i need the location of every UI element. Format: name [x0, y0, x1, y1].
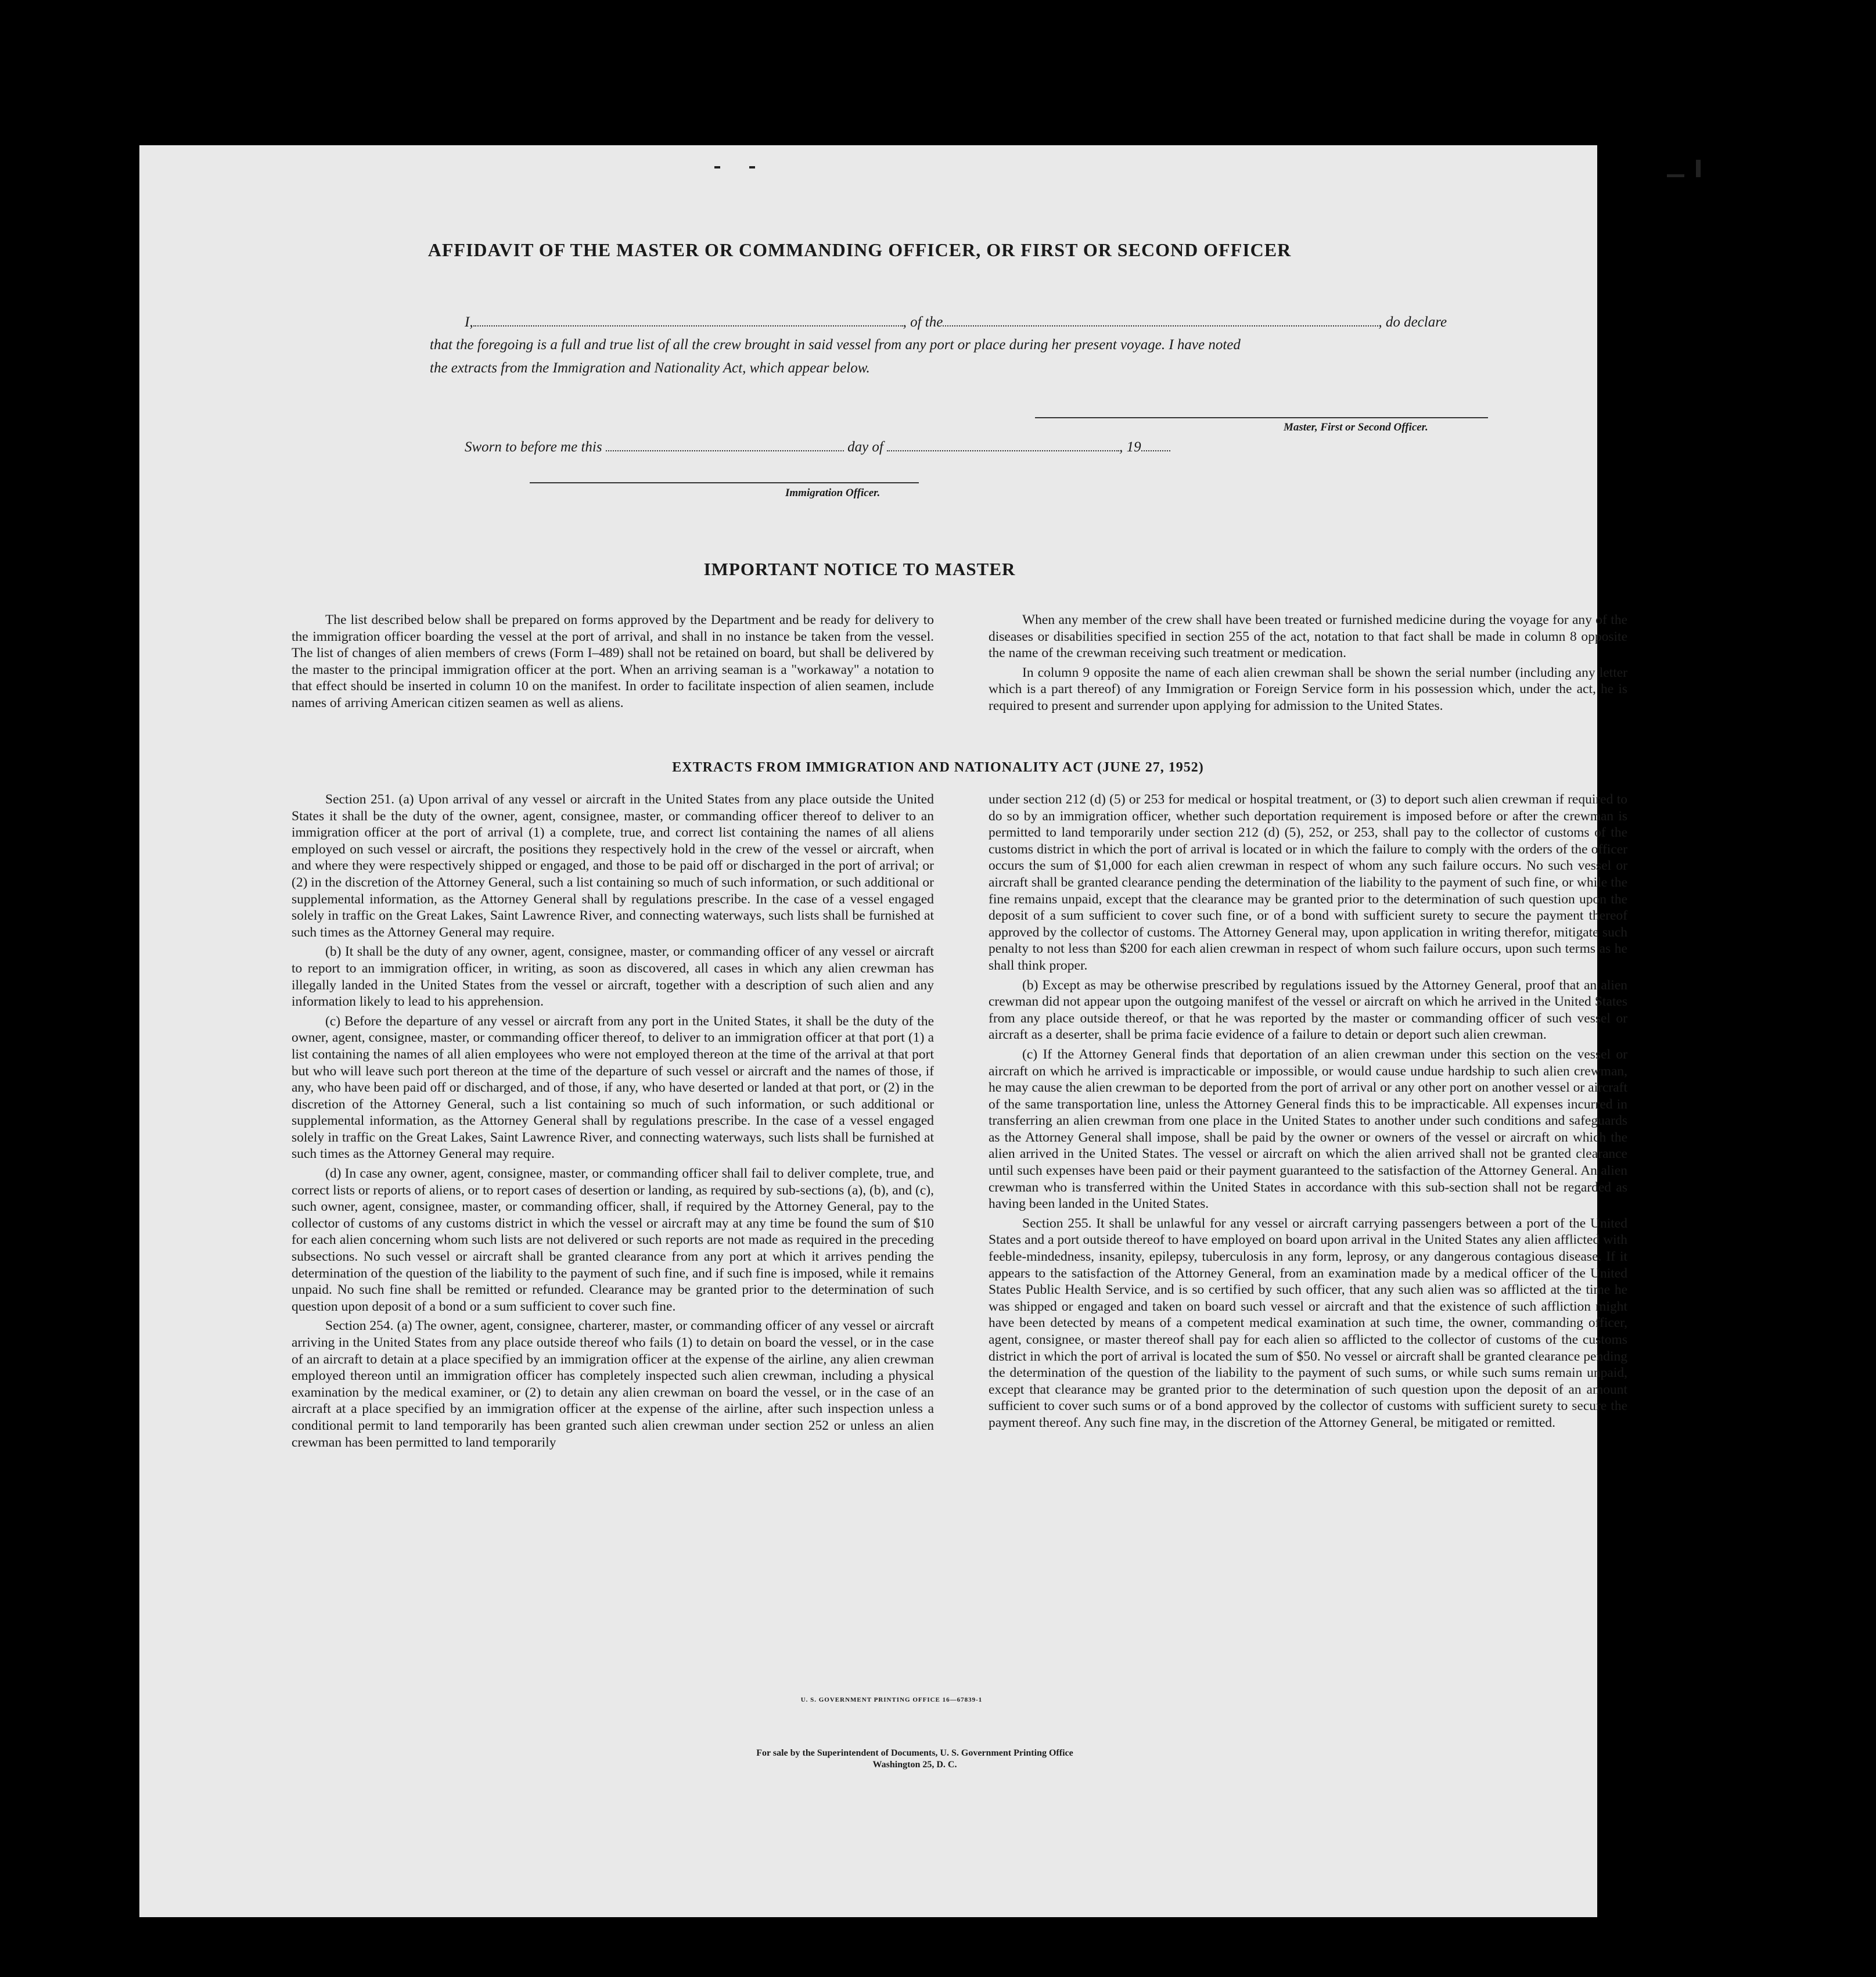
binder-hole [1723, 1627, 1752, 1656]
immigration-officer-signature-line[interactable] [530, 482, 919, 483]
sale-line-1: For sale by the Superintendent of Documents, U. S. Government Printing Office [756, 1748, 1073, 1758]
sworn-month-field[interactable] [887, 439, 1119, 451]
notice-right-column [989, 612, 1627, 717]
officer-signature-line[interactable] [1035, 417, 1488, 418]
immigration-officer-caption: Immigration Officer. [785, 487, 881, 499]
affidavit-statement-line-1: that the foregoing is a full and true list of all the crew brought in said vessel from any port or place during her present voyage. I have noted [430, 337, 1241, 353]
binder-hole [1723, 1717, 1752, 1746]
extract-paragraph: under section 212 (d) (5) or 253 for medical or hospital treatment, or (3) to deport such alien crewman if required to do so by an immigration officer, whether such deportation requirement is imposed before or after the crewman is permitted to land temporarily under section 212 (d) (5), 252, or 253, shall pay to the collector of customs of the customs district in which the port of arrival is located or in which the failure to comply with the orders of the officer occurs the sum of $1,000 for each alien crewman in respect of whom any such failure occurs. No such vessel or aircraft shall be granted clearance pending the determination of the liability to the payment of such fine, or while the fine remains unpaid, except that the clearance may be granted prior to the determination of such question upon the deposit of a sum sufficient to cover such fine, or of a bond with sufficient surety to secure the payment thereof approved by the collector of customs. The Attorney General may, upon application in writing therefor, mitigate such penalty to not less than $200 for each alien crewman in respect of whom such failure occurs, upon such terms as he shall think proper. [989, 792, 1627, 973]
notice-paragraph: The list described below shall be prepared on forms approved by the Department and be ready for delivery to the immigration officer boarding the vessel at the port of arrival, and shall in no instance be taken from the vessel. The list of changes of alien members of crews (Form I–489) shall not be retained on board, but shall be delivered by the master to the principal immigration officer at the port. When an arriving seaman is a "workaway" a notation to that effect should be inserted in column 10 on the manifest. In order to facilitate inspection of alien seamen, include names of arriving American citizen seamen as well as aliens. [292, 612, 934, 711]
notice-title: IMPORTANT NOTICE TO MASTER [703, 559, 1016, 579]
affidavit-declaration-line [465, 314, 1498, 331]
of-the-label: , of the [903, 314, 943, 330]
extract-paragraph: Section 251. (a) Upon arrival of any vessel or aircraft in the United States from any place outside the United States it shall be the duty of the owner, agent, consignee, master, or commanding officer thereof to deliver to an immigration officer at the port of arrival (1) a complete, true, and correct list containing the names of all aliens employed on such vessel or aircraft, the positions they respectively hold in the crew of the vessel or aircraft, when and where they were respectively shipped or engaged, and those to be paid off or discharged in the port of arrival; or (2) in the discretion of the Attorney General, such a list containing so much of such information, or such additional or supplemental information, as the Attorney General shall by regulations prescribe. In the case of a vessel engaged solely in traffic on the Great Lakes, Saint Lawrence River, and connecting waterways, such lists shall be furnished at such times as the Attorney General may require. [292, 792, 934, 940]
do-declare-label: , do declare [1378, 314, 1447, 330]
stray-mark [1667, 174, 1684, 177]
affidavit-title: AFFIDAVIT OF THE MASTER OR COMMANDING OFFICER, OR FIRST OR SECOND OFFICER [427, 239, 1292, 260]
sworn-line [465, 439, 1170, 455]
stray-mark [714, 166, 720, 168]
notice-paragraph: When any member of the crew shall have been treated or furnished medicine during the voyage for any of the diseases or disabilities specified in section 255 of the act, notation to that fact shall be made in column 8 opposite the name of the crewman receiving such treatment or medication. [989, 612, 1627, 661]
binder-hole [1723, 1269, 1752, 1298]
extract-paragraph: (b) Except as may be otherwise prescribed by regulations issued by the Attorney General, proof that an alien crewman did not appear upon the outgoing manifest of the vessel or aircraft on which he arrived in the United States from any place outside thereof, or that he was reported by the master or commanding officer of such vessel or aircraft as a deserter, shall be prima facie evidence of a failure to detain or deport such alien crewman. [989, 977, 1627, 1043]
extracts-title: EXTRACTS FROM IMMIGRATION AND NATIONALITY ACT (JUNE 27, 1952) [672, 760, 1204, 775]
notice-paragraph: In column 9 opposite the name of each alien crewman shall be shown the serial number (including any letter which is a part thereof) of any Immigration or Foreign Service form in his possession which, under the act, he is required to present and surrender upon applying for admission to the United States. [989, 665, 1627, 713]
extract-paragraph: (c) Before the departure of any vessel or aircraft from any port in the United States, it shall be the duty of the owner, agent, consignee, master, or commanding officer thereof, to deliver to an immigration officer at that port (1) a list containing the names of all alien employees who were not employed thereon at the time of the arrival at that port but who will leave such port thereon at the time of the departure of such vessel or aircraft and the names of those, if any, who have been paid off or discharged, and of those, if any, who have deserted or landed at that port, or (2) in the discretion of the Attorney General, such a list containing so much of such information, or such additional or supplemental information, as the Attorney General shall by regulations prescribe. In the case of a vessel engaged solely in traffic on the Great Lakes, Saint Lawrence River, and connecting waterways, such lists shall be furnished at such times as the Attorney General may require. [292, 1013, 934, 1162]
year-prefix: , 19 [1119, 439, 1141, 455]
printing-office-imprint: U. S. GOVERNMENT PRINTING OFFICE 16—67839-1 [800, 1696, 983, 1703]
sale-notice [0, 1748, 1830, 1771]
extracts-left-column [292, 791, 934, 1454]
sworn-year-field[interactable] [1141, 439, 1170, 451]
sworn-label: Sworn to before me this [465, 439, 602, 455]
i-label: I, [465, 314, 473, 330]
sworn-day-field[interactable] [606, 439, 844, 451]
binder-hole [1723, 400, 1752, 429]
binder-hole [1723, 311, 1752, 340]
stray-mark [1696, 160, 1701, 177]
extracts-right-column [989, 791, 1627, 1434]
binder-hole [1723, 669, 1752, 698]
extract-paragraph: (b) It shall be the duty of any owner, agent, consignee, master, or commanding officer of any vessel or aircraft to report to an immigration officer, in writing, as soon as discovered, all cases in which any alien crewman has illegally landed in the United States from the vessel or aircraft, together with a description of such alien and any information likely to lead to his apprehension. [292, 944, 934, 1010]
officer-caption: Master, First or Second Officer. [1284, 421, 1428, 433]
extract-paragraph: Section 255. It shall be unlawful for any vessel or aircraft carrying passengers between a port of the United States and a port outside thereof to have employed on board upon arrival in the United States any alien afflicted with feeble-mindedness, insanity, epilepsy, tuberculosis in any form, leprosy, or any dangerous contagious disease. If it appears to the satisfaction of the Attorney General, from an examination made by a medical officer of the United States Public Health Service, and is so certified by such officer, that any such alien was so afflicted at the time he was shipped or engaged and taken on board such vessel or aircraft and that the existence of such affliction might have been detected by means of a competent medical examination at such time, the owner, commanding officer, agent, consignee, or master thereof shall pay for each alien so afflicted to the collector of customs of the customs district in which the port of arrival is located the sum of $50. No vessel or aircraft shall be granted clearance pending the determination of the question of the liability to the payment of such sums, or while such sums remain unpaid, except that clearance may be granted prior to the determination of such question upon the deposit of an amount sufficient to cover such sums or of a bond approved by the collector of customs with sufficient surety to secure the payment thereof. Any such fine may, in the discretion of the Attorney General, be mitigated or remitted. [989, 1215, 1627, 1430]
extract-paragraph: (c) If the Attorney General finds that deportation of an alien crewman under this section on the vessel or aircraft on which he arrived is impracticable or impossible, or would cause undue hardship to such alien crewman, he may cause the alien crewman to be deported from the port of arrival or any other port on another vessel or aircraft of the same transportation line, unless the Attorney General finds this to be impracticable. All expenses incurred in transferring an alien crewman from one place in the United States to another under such conditions and safeguards as the Attorney General shall impose, shall be paid by the owner or owners of the vessel or aircraft on which the alien arrived in the United States. The vessel or aircraft on which the alien arrived shall not be granted clearance until such expenses have been paid or their payment guaranteed to the satisfaction of the Attorney General. An alien crewman who is transferred within the United States in accordance with this sub-section shall not be regarded as having been landed in the United States. [989, 1046, 1627, 1212]
stray-mark [749, 166, 755, 168]
vessel-name-field[interactable] [943, 314, 1378, 326]
extract-paragraph: Section 254. (a) The owner, agent, consignee, charterer, master, or commanding officer of any vessel or aircraft arriving in the United States from any place outside thereof who fails (1) to detain on board the vessel, or in the case of an aircraft to detain at a place specified by an immigration officer at the expense of the airline, any alien crewman employed thereon until an immigration officer has completely inspected such alien crewman, including a physical examination by the medical examiner, or (2) to detain any alien crewman on board the vessel, or in the case of an aircraft at a place specified by an immigration officer at the expense of the airline, after such inspection unless a conditional permit to land temporarily has been granted such alien crewman under section 252 or unless an alien crewman has been permitted to land temporarily [292, 1318, 934, 1450]
sale-line-2: Washington 25, D. C. [872, 1760, 957, 1770]
extract-paragraph: (d) In case any owner, agent, consignee, master, or commanding officer shall fail to deliver complete, true, and correct lists or reports of aliens, or to report cases of desertion or landing, as required by sub-sections (a), (b), and (c), such owner, agent, consignee, master, or commanding officer, shall, if required by the Attorney General, pay to the collector of customs of any customs district in which the vessel or aircraft may at any time be found the sum of $10 for each alien concerning whom such lists are not delivered or such reports are not made as required in the preceding subsections. No such vessel or aircraft shall be granted clearance from any port at which it arrives pending the determination of the question of the liability to the payment of such fine, and if such fine is imposed, while it remains unpaid. No such fine shall be remitted or refunded. Clearance may be granted prior to the determination of such question upon deposit of a bond or a sum sufficient to cover such fine. [292, 1166, 934, 1314]
affidavit-statement-line-2: the extracts from the Immigration and Nationality Act, which appear below. [430, 360, 870, 376]
notice-left-column [292, 612, 934, 715]
master-name-field[interactable] [473, 314, 903, 326]
day-of-label: day of [847, 439, 883, 455]
